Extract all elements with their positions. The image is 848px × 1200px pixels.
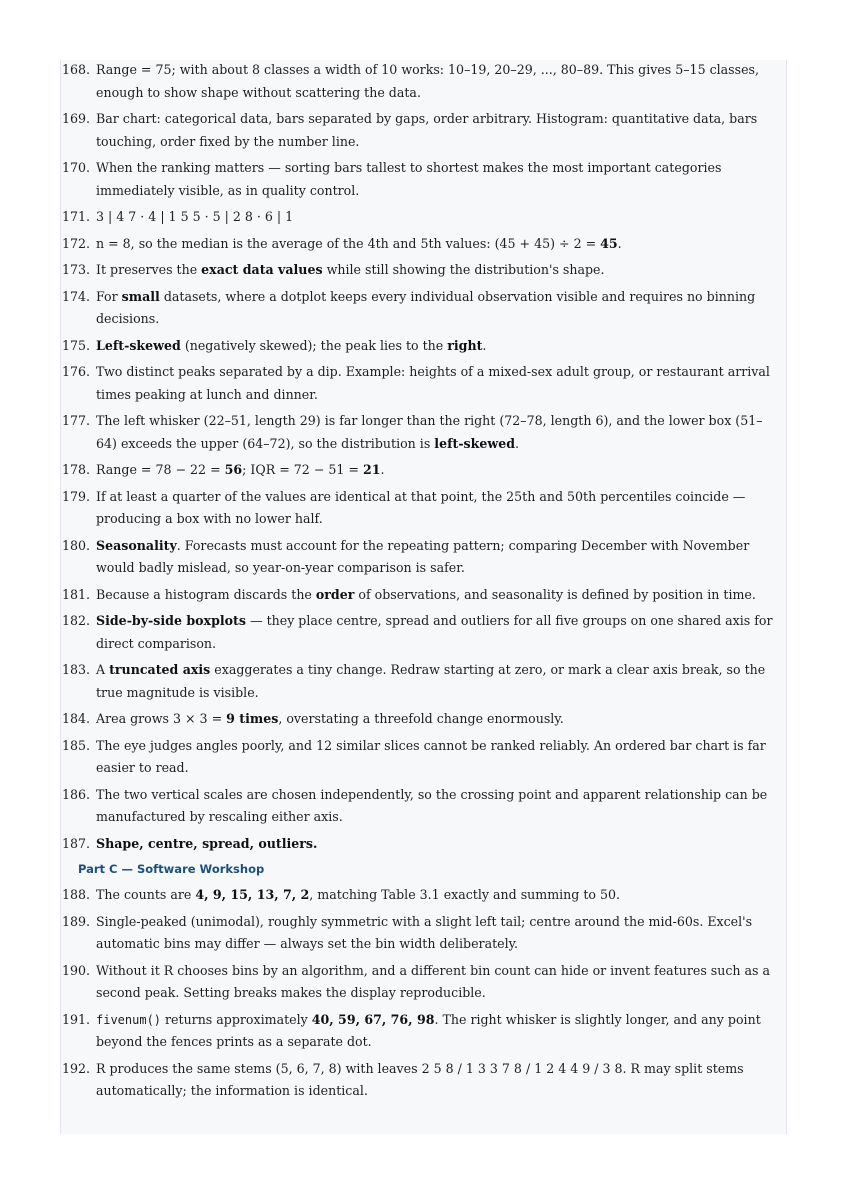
answer-number: 173.	[61, 262, 90, 277]
answer-number: 183.	[61, 662, 90, 677]
answer-item	[60, 610, 780, 655]
bold-term: Seasonality	[96, 537, 177, 553]
bold-term: small	[121, 288, 160, 304]
text-run: Because a histogram discards the	[96, 586, 316, 602]
bold-term: 45	[600, 235, 618, 251]
answer-text	[96, 338, 486, 353]
answer-text	[96, 289, 755, 327]
text-run: .	[482, 337, 487, 353]
text-run: exaggerates a tiny change. Redraw starting at zero, or mark a clear axis break, so the true magnitude is visible.	[96, 662, 766, 700]
answer-item	[60, 361, 780, 406]
bold-term: right	[447, 337, 483, 353]
answer-item	[60, 286, 780, 331]
answer-text	[96, 111, 757, 149]
text-run: .	[617, 235, 622, 251]
text-run: of observations, and seasonality is defined by position in time.	[354, 586, 756, 602]
answer-text	[96, 262, 605, 277]
bold-term: 21	[362, 462, 381, 477]
answer-number: 190.	[61, 962, 90, 978]
answer-text	[96, 914, 752, 952]
text-run: Area grows 3 × 3 =	[96, 711, 227, 726]
answer-number: 177.	[61, 413, 90, 428]
code-term: fivenum()	[96, 1012, 162, 1027]
answer-number: 179.	[61, 488, 90, 504]
answer-number: 175.	[61, 337, 90, 353]
answer-number: 192.	[61, 1060, 90, 1076]
text-run: For	[96, 288, 122, 304]
answer-text	[96, 738, 766, 776]
text-run: The left whisker (22–51, length 29) is far longer than the right (72–78, length 6), and the lower box (51–64) exceeds the upper (64–72), so the distribution is	[96, 413, 763, 451]
answer-text	[96, 462, 384, 477]
answer-text	[96, 887, 620, 902]
answer-item	[60, 259, 780, 282]
text-run: returns approximately	[161, 1011, 312, 1027]
answer-text	[96, 1012, 761, 1050]
text-run: Two distinct peaks separated by a dip. Example: heights of a mixed-sex adult group, or restaurant arrival times peaking at lunch and dinner.	[96, 364, 770, 402]
answer-text	[96, 613, 773, 651]
bold-term: truncated axis	[109, 662, 211, 677]
answer-item	[60, 1058, 780, 1103]
answer-item	[60, 584, 780, 607]
bold-term: 4, 9, 15, 13, 7, 2	[195, 887, 310, 902]
text-run: R produces the same stems (5, 6, 7, 8) with leaves 2 5 8 / 1 3 3 7 8 / 1 2 4 4 9 / 3 8. R may split stems automatically; the information is identical.	[96, 1060, 744, 1098]
answer-item	[60, 157, 780, 202]
bold-term: Shape, centre, spread, outliers.	[96, 835, 318, 851]
text-run: Single-peaked (unimodal), roughly symmetric with a slight left tail; centre around the mid-60s. Excel's automatic bins may differ — always set the bin width deliberately.	[96, 913, 753, 951]
answer-text	[96, 489, 745, 527]
bold-term: left-skewed	[434, 435, 516, 451]
answer-number: 168.	[61, 62, 90, 77]
text-run: (negatively skewed); the peak lies to the	[180, 337, 448, 353]
answer-text	[96, 1061, 744, 1099]
bold-term: Left-skewed	[96, 337, 181, 353]
answer-number: 182.	[61, 613, 90, 628]
answer-item	[60, 459, 780, 482]
answer-item	[60, 535, 780, 580]
text-run: It preserves the	[96, 262, 202, 277]
answer-text	[96, 587, 756, 602]
text-run: The two vertical scales are chosen independently, so the crossing point and apparent relationship can be manufactured by rescaling either axis.	[96, 786, 768, 824]
text-run: .	[515, 435, 520, 451]
answer-text	[96, 236, 622, 251]
answer-item	[60, 233, 780, 256]
bold-term: exact data values	[201, 262, 323, 277]
text-run: Without it R chooses bins by an algorithm, and a different bin count can hide or invent features such as a second peak. Setting breaks makes the display reproducible.	[96, 962, 771, 1000]
answer-text	[96, 364, 770, 402]
text-run: A	[96, 662, 110, 677]
text-run: ; IQR = 72 − 51 =	[242, 462, 363, 477]
answer-number: 184.	[61, 711, 90, 726]
answer-item	[60, 410, 780, 455]
answer-item	[60, 108, 780, 153]
answer-item	[60, 911, 780, 956]
answer-number: 181.	[61, 586, 90, 602]
text-run: The eye judges angles poorly, and 12 similar slices cannot be ranked reliably. An ordered bar chart is far easier to read.	[96, 737, 766, 775]
part-c-heading: Part C — Software Workshop	[78, 862, 265, 876]
answer-text	[96, 538, 749, 576]
answer-number: 187.	[61, 835, 90, 851]
text-run: When the ranking matters — sorting bars tallest to shortest makes the most important categories immediately visible, as in quality control.	[96, 160, 722, 198]
answer-item	[60, 735, 780, 780]
answer-item	[60, 206, 780, 229]
answer-number: 180.	[61, 537, 90, 553]
answer-number: 172.	[61, 235, 90, 251]
answer-item	[60, 784, 780, 829]
answer-text	[96, 836, 317, 851]
text-run: datasets, where a dotplot keeps every individual observation visible and requires no binning decisions.	[96, 288, 756, 326]
text-run: If at least a quarter of the values are identical at that point, the 25th and 50th percentiles coincide — producing a box with no lower half.	[96, 488, 746, 526]
answer-text	[96, 787, 767, 825]
answer-item	[60, 884, 780, 907]
answer-number: 185.	[61, 737, 90, 753]
answer-text	[96, 209, 293, 224]
bold-term: Side-by-side boxplots	[96, 613, 246, 628]
answer-item	[60, 59, 780, 104]
answer-item	[60, 1009, 780, 1054]
bold-term: 56	[224, 462, 243, 477]
text-run: . Forecasts must account for the repeating pattern; comparing December with November would badly mislead, so year-on-year comparison is safer.	[96, 537, 750, 575]
answer-text	[96, 160, 721, 198]
answer-number: 174.	[61, 288, 90, 304]
bold-term: 40, 59, 67, 76, 98	[311, 1011, 435, 1027]
answer-text	[96, 963, 770, 1001]
text-run: n = 8, so the median is the average of the 4th and 5th values: (45 + 45) ÷ 2 =	[96, 235, 601, 251]
bold-term: 9 times	[226, 711, 279, 726]
answer-text	[96, 711, 564, 726]
answer-item	[60, 659, 780, 704]
text-run: , matching Table 3.1 exactly and summing to 50.	[309, 887, 621, 902]
text-run: The counts are	[96, 887, 196, 902]
answer-number: 171.	[61, 209, 90, 224]
answer-number: 169.	[61, 111, 90, 126]
text-run: Range = 75; with about 8 classes a width of 10 works: 10–19, 20–29, ..., 80–89. This gives 5–15 classes, enough to show shape without scattering the data.	[96, 62, 760, 100]
answer-number: 178.	[61, 462, 90, 477]
text-run: while still showing the distribution's shape.	[322, 262, 605, 277]
bold-term: order	[315, 586, 355, 602]
answer-number: 176.	[61, 364, 90, 379]
text-run: , overstating a threefold change enormously.	[278, 711, 564, 726]
answer-item	[60, 833, 780, 856]
answer-list	[60, 59, 780, 1107]
text-run: . The right whisker is slightly longer, and any point beyond the fences prints as a separate dot.	[96, 1011, 761, 1049]
text-run: Bar chart: categorical data, bars separated by gaps, order arbitrary. Histogram: quantitative data, bars touching, order fixed by the number line.	[96, 111, 758, 149]
answer-item	[60, 335, 780, 358]
answer-number: 189.	[61, 913, 90, 929]
answer-item	[60, 708, 780, 731]
answer-number: 188.	[61, 887, 90, 902]
answer-item	[60, 960, 780, 1005]
text-run: .	[380, 462, 385, 477]
text-run: 3 | 4 7 · 4 | 1 5 5 · 5 | 2 8 · 6 | 1	[96, 209, 294, 224]
answer-number: 170.	[61, 160, 90, 175]
text-run: Range = 78 − 22 =	[96, 462, 225, 477]
text-run: — they place centre, spread and outliers for all five groups on one shared axis for direct comparison.	[96, 613, 773, 651]
answer-item	[60, 486, 780, 531]
answer-text	[96, 413, 763, 451]
answer-number: 191.	[61, 1011, 90, 1027]
answer-number: 186.	[61, 786, 90, 802]
answer-text	[96, 62, 759, 100]
answer-text	[96, 662, 765, 700]
